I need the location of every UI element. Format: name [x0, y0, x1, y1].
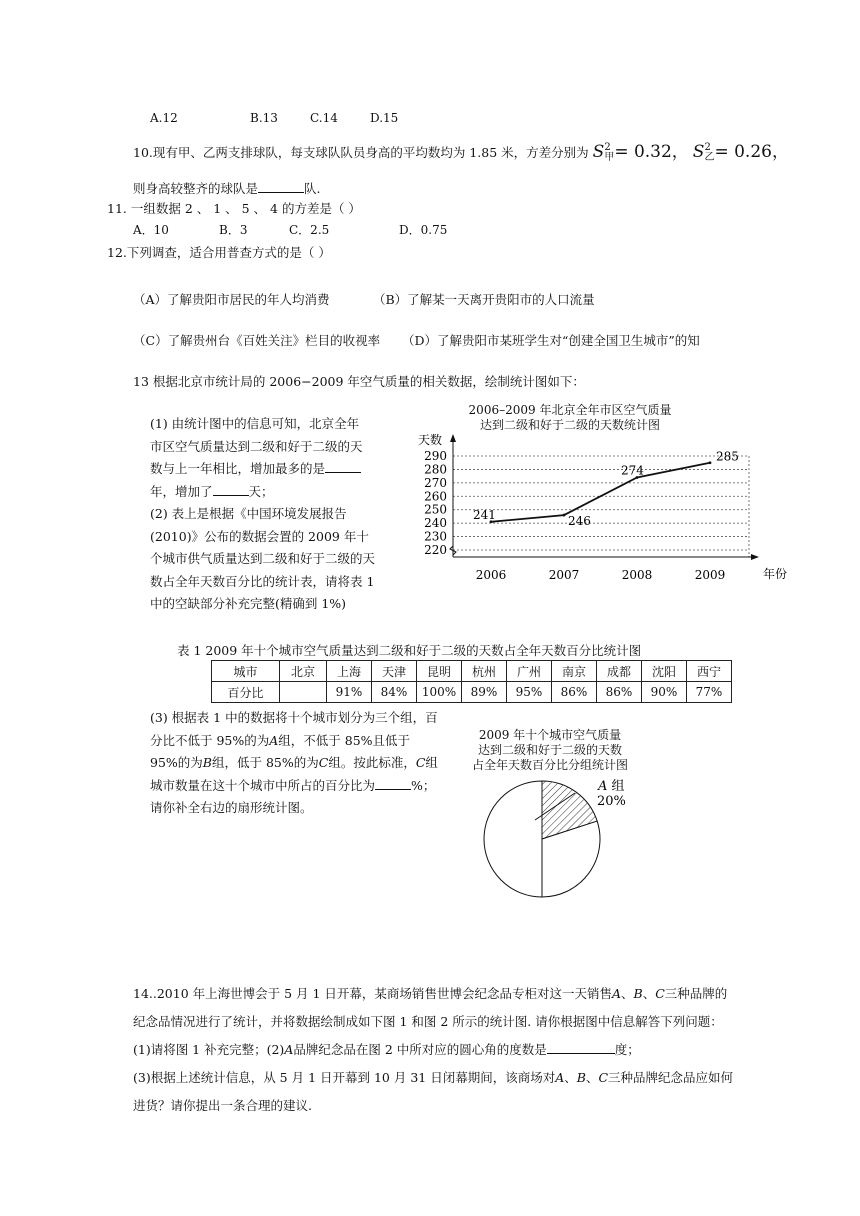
- q14-line3: (1)请将图 1 补充完整；(2)A品牌纪念品在图 2 中所对应的圆心角的度数是 度；: [133, 1042, 640, 1057]
- q14-line1: 14..2010 年上海世博会于 5 月 1 日开幕，某商场销售世博会纪念品专柜对这一天销售A、B、C三种品牌的: [133, 986, 728, 1001]
- q11-option-a: A．10: [133, 223, 169, 237]
- table-cell: 100%: [417, 682, 462, 703]
- data-labels: [473, 450, 739, 528]
- pie-slices: [484, 781, 600, 897]
- x-tick-labels: [476, 568, 726, 582]
- chart-title-line2: 达到二级和好于二级的天数统计图: [479, 418, 661, 432]
- table-row: [212, 682, 732, 703]
- table-cell: 89%: [462, 682, 507, 703]
- slice-a-label: A 组: [598, 779, 625, 794]
- x-tick-label: 2006: [475, 568, 507, 582]
- table-cell: 杭州: [462, 661, 507, 682]
- variance-yi: S 2 乙: [692, 141, 715, 163]
- table-cell: 北京: [280, 661, 327, 682]
- variance-jia: S 2 甲: [592, 141, 615, 163]
- table-cell: 昆明: [417, 661, 462, 682]
- data-label: 246: [568, 514, 591, 529]
- x-axis-label: 年份: [762, 567, 788, 581]
- q14-block: [133, 981, 833, 1118]
- pie-title: [472, 727, 628, 772]
- table-cell: 沈阳: [642, 661, 687, 682]
- y-tick-label: 250: [424, 502, 447, 517]
- chart-axes: [450, 434, 759, 560]
- answer-blank: [547, 1041, 615, 1054]
- q12-option-c: （C）了解贵州台《百姓关注》栏目的收视率: [133, 333, 381, 348]
- line-chart: [385, 398, 805, 593]
- q9-options: [150, 111, 398, 125]
- chart-gridlines: [453, 456, 749, 557]
- y-tick-labels: [424, 449, 447, 557]
- q9-option-b: B.13: [250, 111, 278, 125]
- q11-option-b: B．3: [219, 223, 248, 237]
- x-axis-arrow: [751, 554, 759, 560]
- table-cell: 百分比: [212, 682, 280, 703]
- table-cell: 77%: [687, 682, 732, 703]
- series-line: [491, 463, 710, 522]
- table-cell: 84%: [372, 682, 417, 703]
- q11-stem: 11. 一组数据 2 、 1 、 5 、 4 的方差是（ ）: [107, 201, 361, 216]
- table-cell: 广州: [507, 661, 552, 682]
- q10-line2: 则身高较整齐的球队是 队.: [133, 181, 321, 196]
- table-cell: 上海: [327, 661, 372, 682]
- chart-title-line1: 2006–2009 年北京全年市区空气质量: [468, 403, 672, 417]
- data-point: [709, 461, 712, 464]
- x-tick-label: 2008: [621, 568, 653, 582]
- data-label: 241: [473, 507, 496, 522]
- q11-option-c: C．2.5: [289, 223, 330, 237]
- q13-part2: (2) 表上是根据《中国环境发展报告(2010)》公布的数据会置的 2009 年十个城市供气质量达到二级和好于二级的天数占全年天数百分比的统计表，请将表 1 中的空缺部分补充完整(精确到 1%): [150, 506, 376, 611]
- data-label: 285: [716, 449, 739, 464]
- y-tick-label: 270: [424, 475, 447, 490]
- x-tick-label: 2009: [694, 568, 726, 582]
- x-tick-label: 2007: [548, 568, 580, 582]
- table-cell: 90%: [642, 682, 687, 703]
- q13-stem: 13 根据北京市统计局的 2006−2009 年空气质量的相关数据，绘制统计图如下：: [133, 374, 585, 389]
- table-cell: 95%: [507, 682, 552, 703]
- answer-blank: [325, 460, 361, 473]
- q13-part3: (3) 根据表 1 中的数据将十个城市划分为三个组，百分比不低于 95%的为A组，不低于 85%且低于 95%的为B组，低于 85%的为C组。按此标准，C组城市数量在这十个城市中所占的百分比为 %；请你补全右边的扇形统计图。: [150, 710, 438, 815]
- answer-blank: [375, 777, 411, 790]
- q11-option-d: D．0.75: [399, 223, 448, 237]
- table-cell: 成都: [597, 661, 642, 682]
- y-tick-label: 240: [424, 516, 447, 531]
- q13-part1: (1) 由统计图中的信息可知，北京全年市区空气质量达到二级和好于二级的天数与上一年相比，增加最多的是年，增加了 天；: [150, 416, 363, 499]
- pie-title-line1: 2009 年十个城市空气质量: [478, 728, 622, 742]
- table-cell: 南京: [552, 661, 597, 682]
- answer-blank: [213, 483, 249, 496]
- q11-options: [133, 221, 447, 238]
- y-tick-label: 290: [424, 449, 447, 463]
- y-axis-label: 天数: [417, 433, 443, 447]
- answer-blank: [258, 180, 304, 193]
- q10-stem: 10.现有甲、乙两支排球队，每支球队队员身高的平均数均为 1.85 米，方差分别为 S 2 甲 = 0.32， S 2 乙 = 0.26，: [133, 141, 789, 163]
- table-caption: 表 1 2009 年十个城市空气质量达到二级和好于二级的天数占全年天数百分比统计图: [177, 643, 642, 658]
- pie-title-line3: 占全年天数百分比分组统计图: [471, 758, 629, 772]
- q12-option-b: （B）了解某一天离开贵阳市的人口流量: [373, 292, 595, 307]
- q12-option-d: （D）了解贵阳市某班学生对“创建全国卫生城市”的知: [402, 333, 700, 348]
- y-tick-label: 260: [424, 489, 447, 504]
- chart-title: [469, 402, 672, 432]
- pie-title-line2: 达到二级和好于二级的天数: [477, 743, 623, 757]
- q12-stem: 12.下列调查，适合用普查方式的是（ ）: [107, 245, 331, 260]
- table-cell: 91%: [327, 682, 372, 703]
- table-cell: 86%: [597, 682, 642, 703]
- q9-option-d: D.15: [370, 111, 399, 125]
- data-label: 274: [621, 463, 644, 478]
- q9-option-c: C.14: [310, 111, 338, 125]
- table-cell: [280, 682, 327, 703]
- q9-option-a: A.12: [150, 111, 178, 125]
- table-cell: 天津: [372, 661, 417, 682]
- y-axis-arrow: [450, 434, 456, 442]
- q14-line2: 纪念品情况进行了统计，并将数据绘制成如下图 1 和图 2 所示的统计图. 请你根据图中信息解答下列问题：: [133, 1014, 723, 1029]
- table-cell: 86%: [552, 682, 597, 703]
- slice-a-percent: 20%: [597, 794, 626, 809]
- table-cell: 西宁: [687, 661, 732, 682]
- table-header-row: [212, 661, 732, 682]
- y-tick-label: 230: [424, 529, 447, 544]
- data-point: [563, 514, 566, 517]
- table-cell: 城市: [212, 661, 280, 682]
- pie-chart: [460, 725, 660, 900]
- pie-slice: [484, 781, 542, 897]
- city-percentage-table: [211, 660, 732, 703]
- chart-series: [490, 461, 712, 523]
- q12-option-a: （A）了解贵阳市居民的年人均消费: [133, 292, 330, 307]
- q14-line4: (3)根据上述统计信息，从 5 月 1 日开幕到 10 月 31 日闭幕期间，该商场对A、B、C三种品牌纪念品应如何: [133, 1070, 734, 1085]
- q14-line5: 进货？请你提出一条合理的建议.: [133, 1098, 312, 1113]
- y-tick-label: 280: [424, 462, 447, 477]
- y-tick-label: 220: [424, 543, 447, 557]
